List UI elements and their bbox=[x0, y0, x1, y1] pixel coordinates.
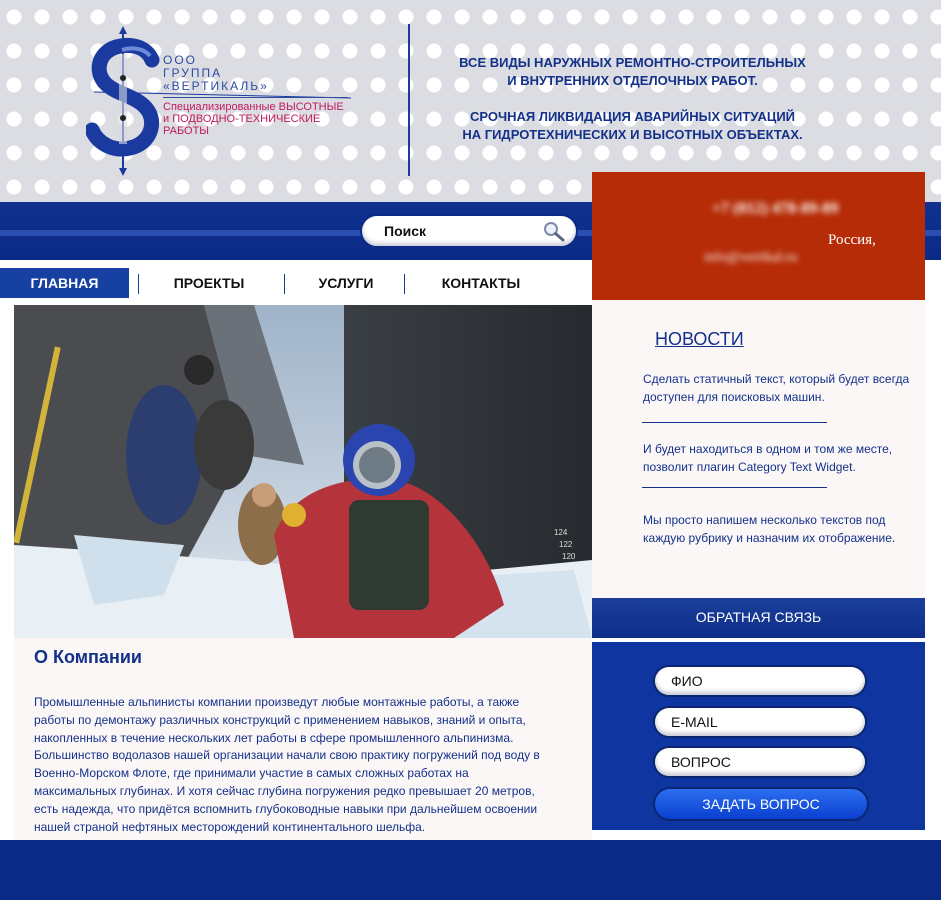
svg-text:120: 120 bbox=[562, 552, 576, 561]
contact-country: Россия, bbox=[828, 232, 876, 248]
name-input[interactable] bbox=[669, 672, 853, 690]
logo-line-2: ГРУППА bbox=[163, 66, 223, 80]
search-input[interactable] bbox=[382, 222, 536, 240]
logo-underline bbox=[163, 97, 348, 98]
nav-item-projects[interactable]: ПРОЕКТЫ bbox=[173, 275, 245, 291]
news-item: И будет находиться в одном и том же месте, позволит плагин Category Text Widget. bbox=[643, 442, 893, 474]
email-input[interactable] bbox=[669, 713, 853, 731]
logo-company-name bbox=[163, 54, 323, 93]
logo-line-3: «ВЕРТИКАЛЬ» bbox=[163, 79, 269, 93]
email-field[interactable] bbox=[655, 708, 865, 736]
question-field[interactable] bbox=[655, 748, 865, 776]
slogan-line-1: ВСЕ ВИДЫ НАРУЖНЫХ РЕМОНТНО-СТРОИТЕЛЬНЫХ bbox=[459, 55, 806, 70]
feedback-header bbox=[592, 598, 925, 638]
main-content bbox=[14, 305, 592, 840]
submit-question-button[interactable]: ЗАДАТЬ ВОПРОС bbox=[655, 789, 867, 819]
header-divider bbox=[408, 24, 410, 176]
about-text: Промышленные альпинисты компании произведут любые монтажные работы, а также работы по демонтажу различных конструкций с применением навыков, знаний и опыта, накопленных в течение нескольких лет работы в сфере промышленного альпинизма. Большинство водолазов нашей организации начали свою практику погружений под воду в Военно-Морском Флоте, где принимали участие в самых сложных работах на максимальных глубинах. И хотя сейчас глубина погружения редко превышает 20 метров, есть надежда, что придётся вспомнить глубоководные навыки при дальнейшем освоении нашей страной нефтяных месторождений континентального шельфа. bbox=[34, 695, 540, 834]
nav-item-services[interactable]: УСЛУГИ bbox=[318, 275, 374, 291]
news-item: Мы просто напишем несколько текстов под каждую рубрику и назначим их отображение. bbox=[643, 513, 896, 545]
nav-separator bbox=[138, 274, 139, 294]
search-box[interactable] bbox=[362, 216, 576, 246]
feedback-title: ОБРАТНАЯ СВЯЗЬ bbox=[695, 609, 822, 625]
logo-tagline bbox=[163, 101, 353, 137]
name-field[interactable] bbox=[655, 667, 865, 695]
footer-band bbox=[0, 840, 941, 900]
svg-text:124: 124 bbox=[554, 528, 568, 537]
slogan-line-2: И ВНУТРЕННИХ ОТДЕЛОЧНЫХ РАБОТ. bbox=[507, 73, 758, 88]
feedback-form bbox=[592, 642, 925, 830]
nav-item-contacts[interactable]: КОНТАКТЫ bbox=[441, 275, 521, 291]
tagline-line-3: РАБОТЫ bbox=[163, 125, 210, 137]
question-input[interactable] bbox=[669, 753, 853, 771]
news-divider bbox=[642, 422, 827, 423]
svg-text:122: 122 bbox=[559, 540, 573, 549]
tagline-line-1: Специализированные ВЫСОТНЫЕ bbox=[163, 101, 344, 113]
nav-item-main[interactable]: ГЛАВНАЯ bbox=[0, 268, 129, 298]
tagline-line-2: и ПОДВОДНО-ТЕХНИЧЕСКИЕ bbox=[163, 113, 321, 125]
news-panel bbox=[592, 300, 925, 600]
contact-phone: +7 (812) 478-89-89 bbox=[712, 200, 839, 217]
nav-separator bbox=[404, 274, 405, 294]
nav-separator bbox=[284, 274, 285, 294]
news-divider bbox=[642, 487, 827, 488]
about-title: О Компании bbox=[34, 647, 142, 667]
contact-box bbox=[592, 172, 925, 300]
header-slogan bbox=[420, 54, 845, 144]
main-nav bbox=[0, 268, 592, 298]
search-icon[interactable] bbox=[542, 220, 566, 242]
news-item: Сделать статичный текст, который будет всегда доступен для поисковых машин. bbox=[643, 372, 910, 404]
slogan-line-3: СРОЧНАЯ ЛИКВИДАЦИЯ АВАРИЙНЫХ СИТУАЦИЙ bbox=[469, 109, 796, 124]
news-title[interactable]: НОВОСТИ bbox=[655, 329, 744, 349]
contact-email[interactable]: info@vertikal.ru bbox=[704, 250, 798, 265]
logo-line-1: ООО bbox=[163, 53, 198, 67]
hero-image bbox=[14, 305, 592, 638]
slogan-line-4: НА ГИДРОТЕХНИЧЕСКИХ И ВЫСОТНЫХ ОБЪЕКТАХ. bbox=[462, 127, 803, 142]
